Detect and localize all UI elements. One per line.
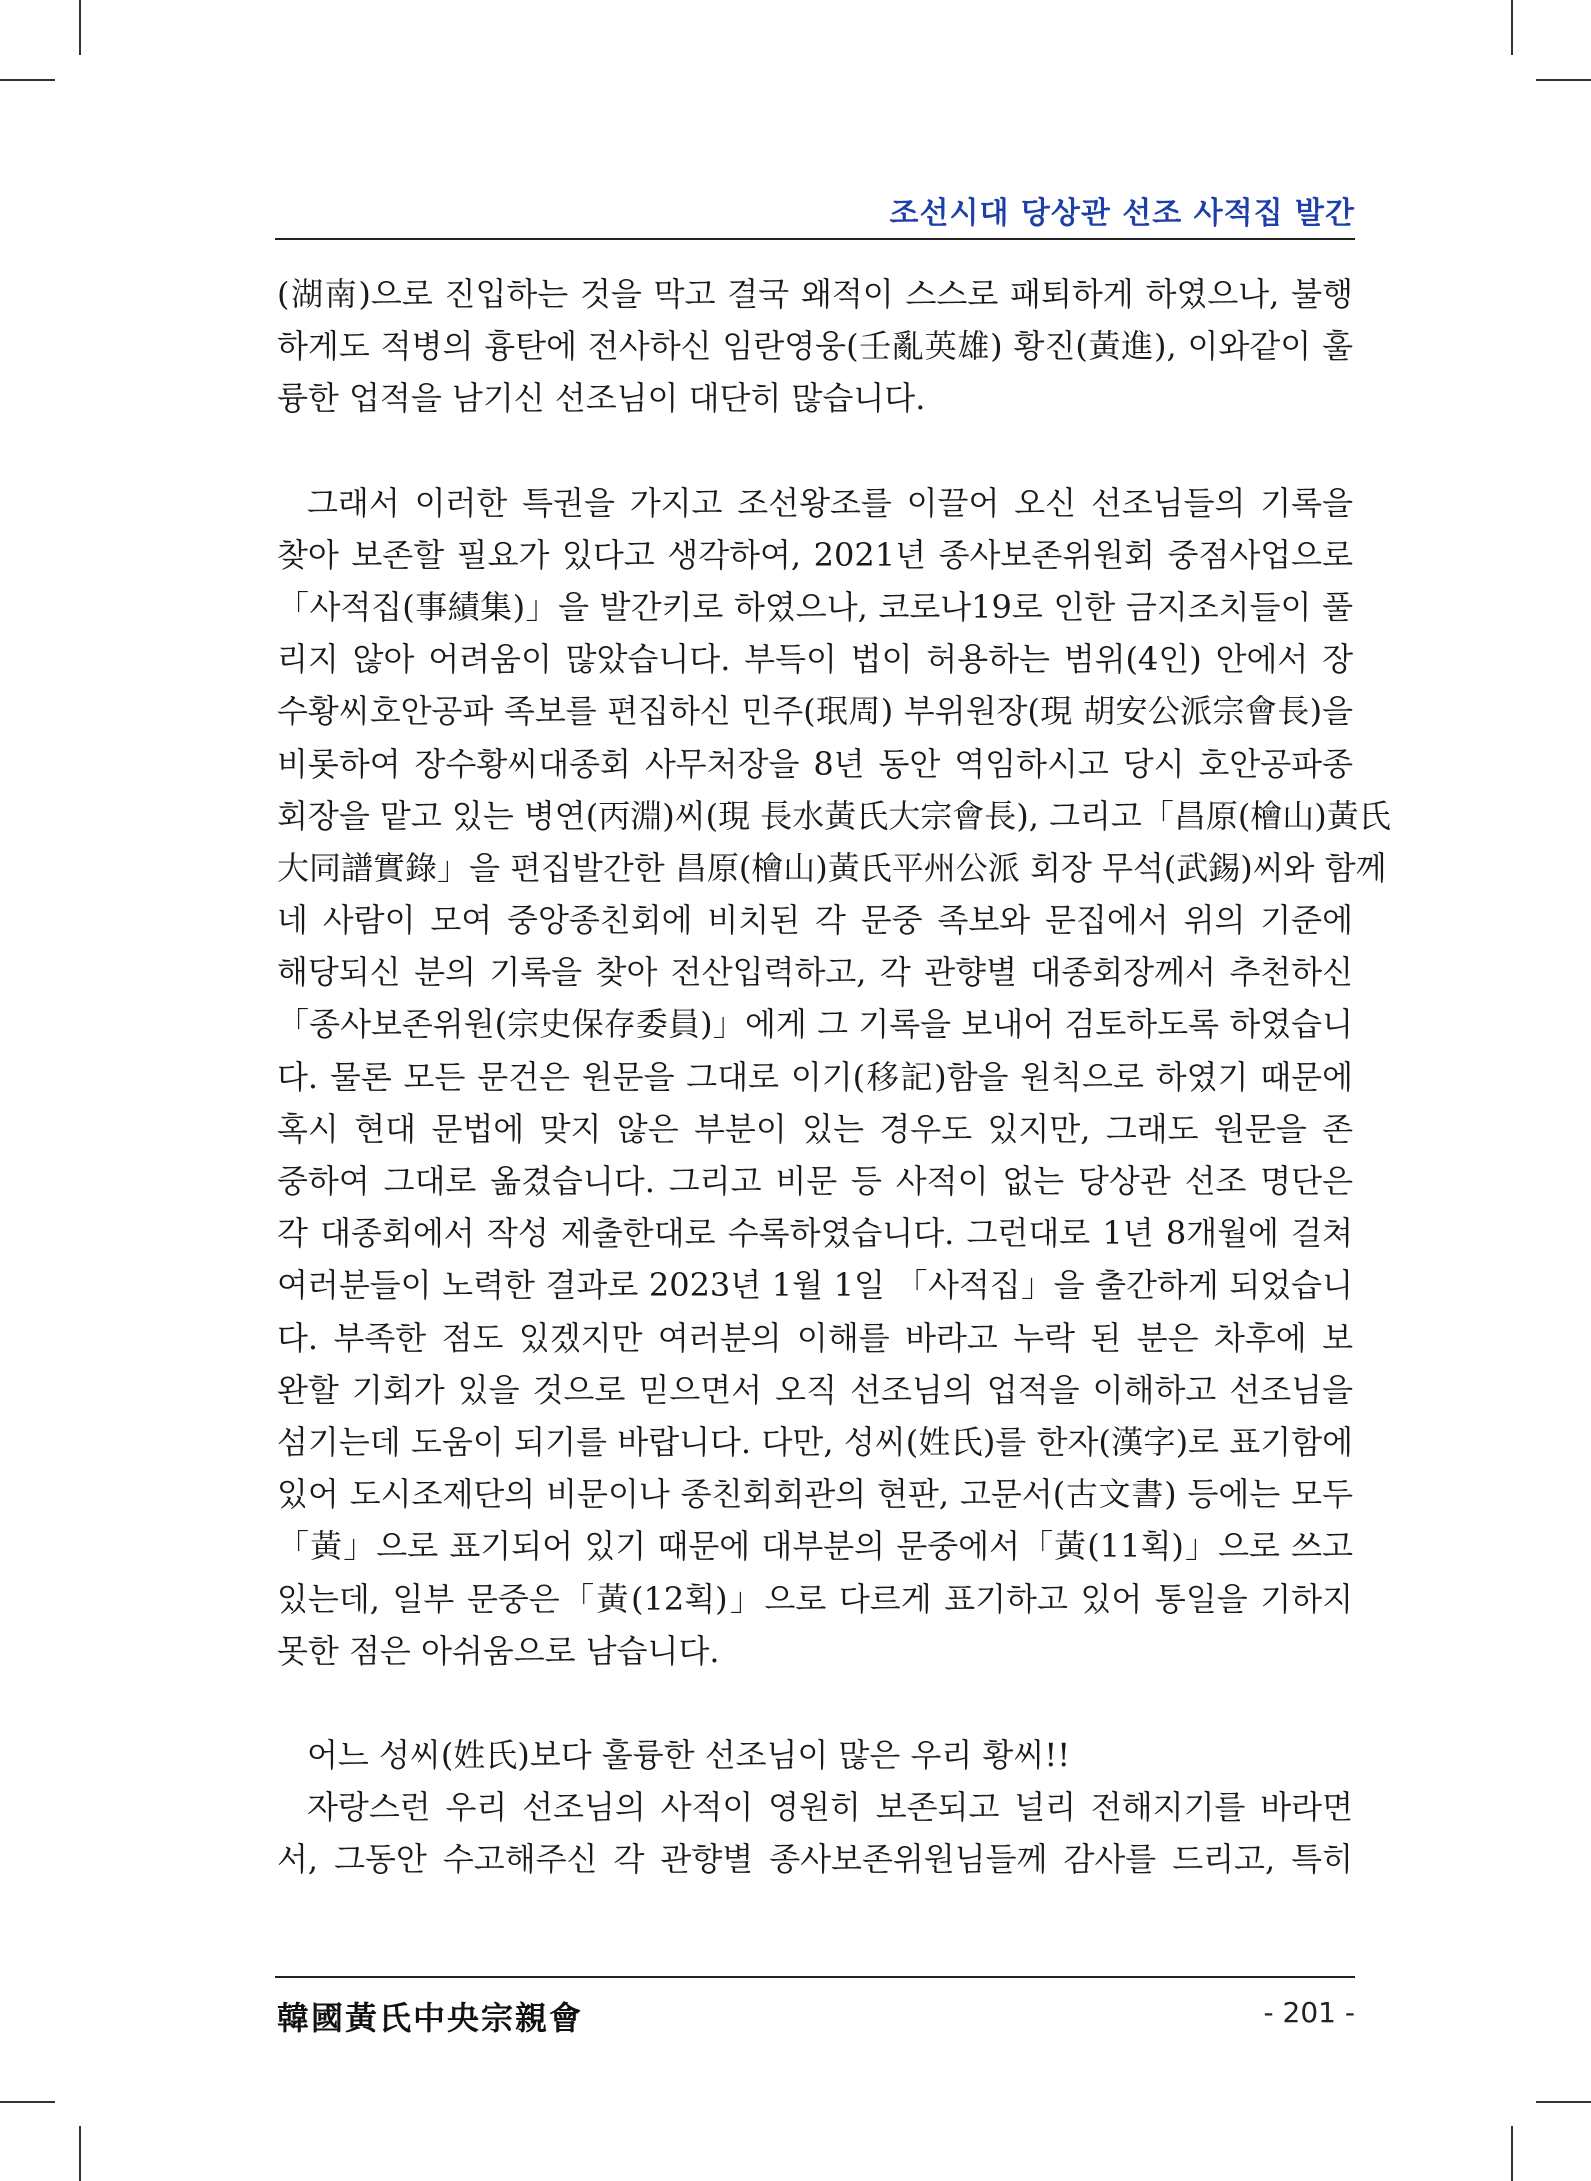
page-number: - 201 - bbox=[1263, 1996, 1355, 2029]
text-line: 리지 않아 어려움이 많았습니다. 부득이 법이 허용하는 범위(4인) 안에서 장 bbox=[277, 640, 1353, 679]
paragraph bbox=[277, 1729, 1353, 1781]
crop-mark bbox=[1511, 0, 1513, 55]
page-body bbox=[277, 268, 1391, 1885]
text-line: 수황씨호안공파 족보를 편집하신 민주(珉周) 부위원장(現 胡安公派宗會長)을 bbox=[277, 692, 1353, 731]
crop-mark bbox=[1511, 2126, 1513, 2181]
text-line: 찾아 보존할 필요가 있다고 생각하여, 2021년 종사보존위원회 중점사업으로 bbox=[277, 535, 1353, 574]
crop-mark bbox=[79, 2126, 81, 2181]
text-line: 륭한 업적을 남기신 선조님이 대단히 많습니다. bbox=[277, 379, 926, 418]
footer-divider bbox=[275, 1976, 1355, 1978]
footer-organization-name: 韓國黃氏中央宗親會 bbox=[277, 1999, 584, 2037]
text-line: 다. 부족한 점도 있겠지만 여러분의 이해를 바라고 누락 된 분은 차후에 보 bbox=[277, 1318, 1353, 1357]
paragraph bbox=[277, 268, 1353, 425]
crop-mark bbox=[0, 2101, 55, 2103]
text-line: 자랑스런 우리 선조님의 사적이 영원히 보존되고 널리 전해지기를 바라면 bbox=[307, 1788, 1353, 1827]
text-line: (湖南)으로 진입하는 것을 막고 결국 왜적이 스스로 패퇴하게 하였으나, 불행 bbox=[277, 275, 1353, 313]
text-line: 못한 점은 아쉬움으로 남습니다. bbox=[277, 1631, 720, 1670]
paragraph-gap bbox=[277, 425, 1353, 477]
crop-mark bbox=[0, 79, 55, 81]
text-line: 있어 도시조제단의 비문이나 종친회회관의 현판, 고문서(古文書) 등에는 모두 bbox=[277, 1475, 1353, 1514]
text-line: 「종사보존위원(宗史保存委員)」에게 그 기록을 보내어 검토하도록 하였습니 bbox=[277, 1005, 1353, 1044]
text-line: 회장을 맡고 있는 병연(丙淵)씨(現 長水黃氏大宗會長), 그리고「昌原(檜山)黃氏 bbox=[277, 796, 1391, 835]
text-line: 하게도 적병의 흉탄에 전사하신 임란영웅(壬亂英雄) 황진(黃進), 이와같이 훌 bbox=[277, 327, 1353, 366]
paragraph-gap bbox=[277, 1677, 1353, 1729]
text-line: 大同譜實錄」을 편집발간한 昌原(檜山)黃氏平州公派 회장 무석(武錫)씨와 함께 bbox=[277, 848, 1387, 887]
text-line: 혹시 현대 문법에 맞지 않은 부분이 있는 경우도 있지만, 그래도 원문을 존 bbox=[277, 1109, 1353, 1148]
text-line: 「사적집(事績集)」을 발간키로 하였으나, 코로나19로 인한 금지조치들이 풀 bbox=[277, 587, 1353, 626]
header-divider bbox=[275, 238, 1355, 240]
text-line: 각 대종회에서 작성 제출한대로 수록하였습니다. 그런대로 1년 8개월에 걸쳐 bbox=[277, 1214, 1353, 1253]
text-line: 여러분들이 노력한 결과로 2023년 1월 1일 「사적집」을 출간하게 되었습니 bbox=[277, 1266, 1353, 1305]
text-line: 비롯하여 장수황씨대종회 사무처장을 8년 동안 역임하시고 당시 호안공파종 bbox=[277, 744, 1353, 783]
crop-mark bbox=[1536, 79, 1591, 81]
text-line: 해당되신 분의 기록을 찾아 전산입력하고, 각 관향별 대종회장께서 추천하신 bbox=[277, 953, 1353, 992]
text-line: 완할 기회가 있을 것으로 믿으면서 오직 선조님의 업적을 이해하고 선조님을 bbox=[277, 1370, 1353, 1409]
text-line: 다. 물론 모든 문건은 원문을 그대로 이기(移記)함을 원칙으로 하였기 때문에 bbox=[277, 1057, 1353, 1096]
text-line: 중하여 그대로 옮겼습니다. 그리고 비문 등 사적이 없는 당상관 선조 명단은 bbox=[277, 1162, 1353, 1200]
text-line: 그래서 이러한 특권을 가지고 조선왕조를 이끌어 오신 선조님들의 기록을 bbox=[307, 483, 1353, 522]
running-header-title: 조선시대 당상관 선조 사적집 발간 bbox=[889, 196, 1355, 231]
paragraph bbox=[277, 1781, 1353, 1885]
text-line: 어느 성씨(姓氏)보다 훌륭한 선조님이 많은 우리 황씨!! bbox=[307, 1735, 1071, 1774]
text-line: 섬기는데 도움이 되기를 바랍니다. 다만, 성씨(姓氏)를 한자(漢字)로 표기함에 bbox=[277, 1422, 1353, 1461]
text-line: 있는데, 일부 문중은「黃(12획)」으로 다르게 표기하고 있어 통일을 기하지 bbox=[277, 1579, 1353, 1618]
text-line: 「黃」으로 표기되어 있기 때문에 대부분의 문중에서「黃(11획)」으로 쓰고 bbox=[277, 1527, 1353, 1566]
crop-mark bbox=[79, 0, 81, 55]
crop-mark bbox=[1536, 2101, 1591, 2103]
text-line: 서, 그동안 수고해주신 각 관향별 종사보존위원님들께 감사를 드리고, 특히 bbox=[277, 1840, 1353, 1879]
paragraph bbox=[277, 477, 1391, 1677]
text-line: 네 사람이 모여 중앙종친회에 비치된 각 문중 족보와 문집에서 위의 기준에 bbox=[277, 901, 1353, 940]
